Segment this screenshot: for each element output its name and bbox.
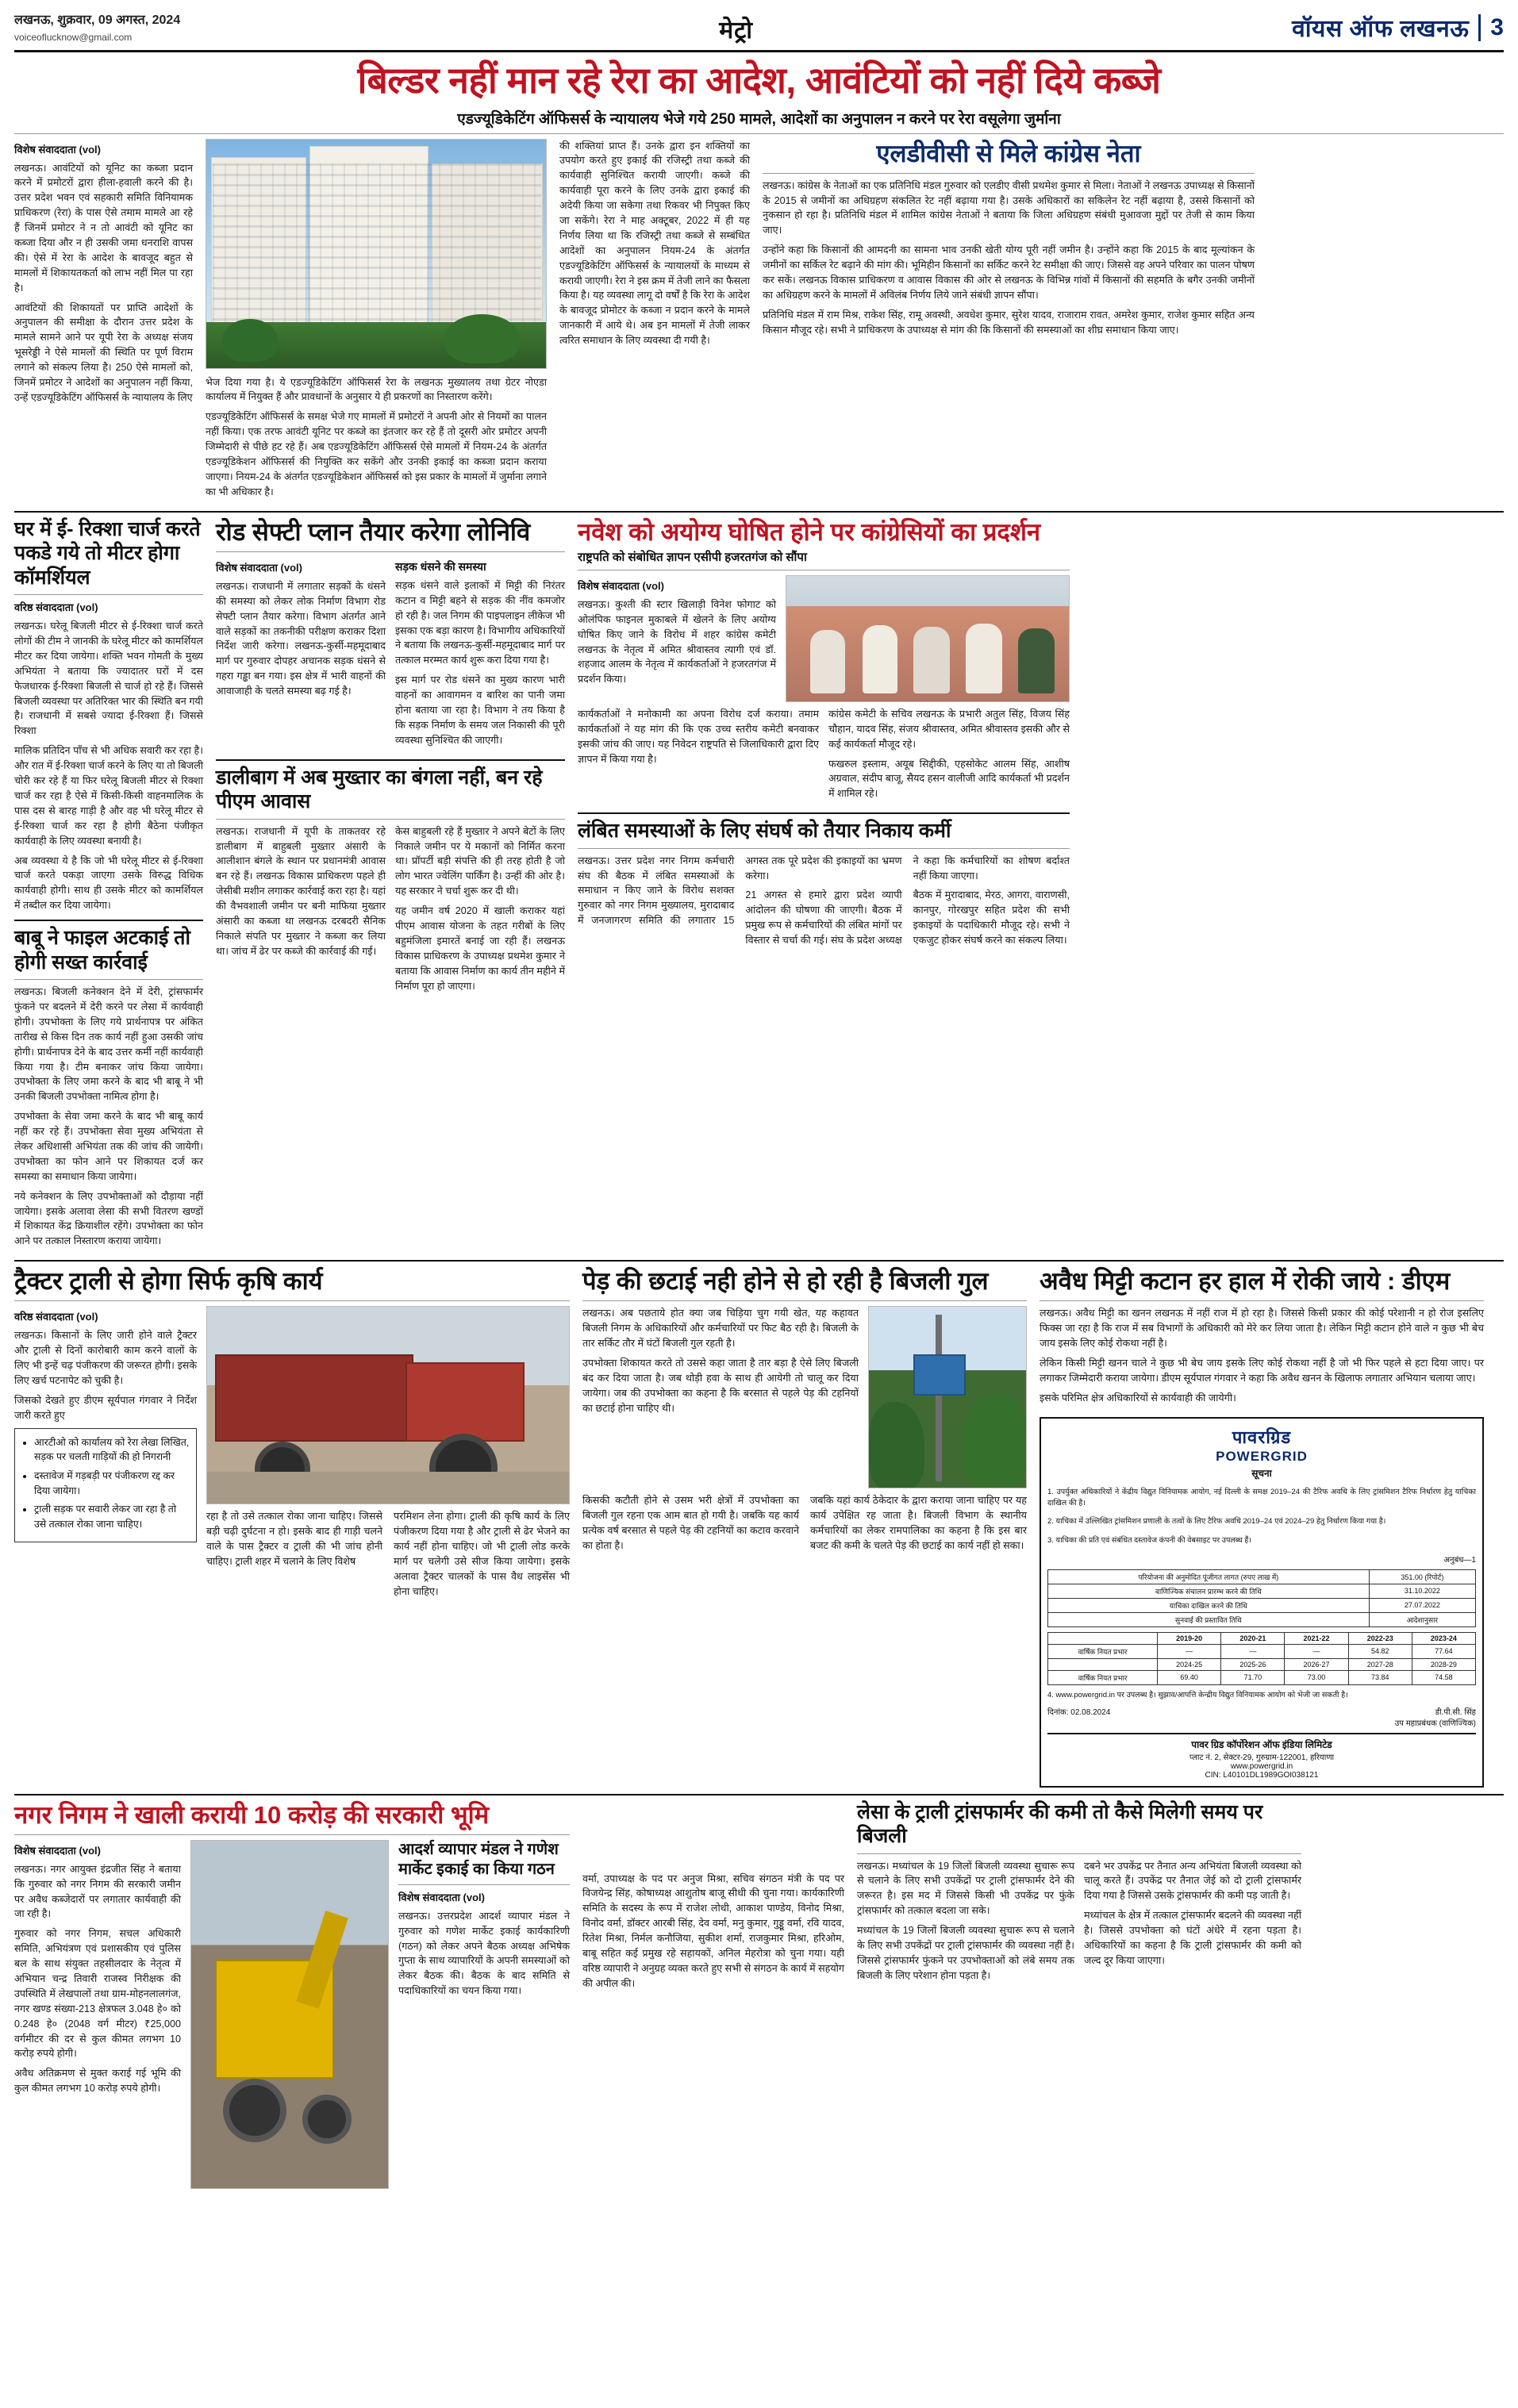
ad-cin: CIN: L40101DL1989GOI038121 bbox=[1205, 1770, 1319, 1780]
road-safety-byline: विशेष संवाददाता (vol) bbox=[216, 561, 302, 574]
cell: 31.10.2022 bbox=[1369, 1584, 1475, 1598]
lead-subhead: एडज्यूडिकेटिंग ऑफिसर्स के न्यायालय भेजे गये 250 मामले, आदेशों का अनुपालन न करने पर रेरा वसूलेगा जुर्माना bbox=[457, 110, 1061, 128]
nagar-nigam-story bbox=[14, 1800, 570, 2189]
road-safety-p3: इस मार्ग पर रोड धंसने का मुख्य कारण भारी वाहनों का आवागमन व बारिश का पानी जमा होना बताया जा रहा है। विभाग ने तय किया है कि सड़क निर्माण के समय जल निकासी की पूरी व्यवस्था सुनिश्चित की जाएगी। bbox=[395, 674, 565, 746]
col-header: 2019-20 bbox=[1158, 1632, 1221, 1644]
tractor-p1: लखनऊ। किसानों के लिए जारी होने वाले ट्रैक्टर और ट्राली से दिनों कारोबारी काम करने वालों के लिए भी इन्हें चढ़ पंजीकरण की जरूरत होगी। इसके लिए खर्च पटनापेट को चुकी है। bbox=[14, 1330, 197, 1387]
ad-website-note: 4. www.powergrid.in पर उपलब्ध है। सुझाव/आपत्ति केन्द्रीय विद्युत विनियामक आयोग को भेजी जा सकती है। bbox=[1047, 1690, 1348, 1699]
nn-p3: अवैध अतिक्रमण से मुक्त कराई गई भूमि की कुल कीमत लगभग 10 करोड़ रुपये होगी। bbox=[14, 2068, 181, 2095]
babu-p1: लखनऊ। बिजली कनेक्शन देने में देरी, ट्रांसफार्मर फुंकने पर बदलने में देरी करने पर लेसा में कार्यवाही होगी। उपभोक्ता के लिए गये प्रार्थनापत्र पर अंकित तारीख से किस दिन तक कार्य नहीं हुआ उसकी जांच होगी। प्रार्थनापत्र देने के बाद उत्तर कर्मी नहीं कार्यवाही किया गया है। टीम बनाकर जांच किया जायेगा। उपभोक्ता के लिए जमा करने के बाद भी बाबू ने भी उनकी बिजली उपभोक्ता नामित्व होगा है। bbox=[14, 986, 203, 1103]
ad-tariff-table bbox=[1047, 1632, 1476, 1685]
protest-photo bbox=[786, 575, 1070, 702]
protest-p3: कांग्रेस कमेटी के सचिव लखनऊ के प्रभारी अतुल सिंह, विजय सिंह चौहान, यादव सिंह, संजय श्रीवास्तव, अमित श्रीवास्तव इसकी और से कई कार्यकर्ता मौजूद रहे। bbox=[828, 708, 1070, 750]
protest-story bbox=[578, 517, 1070, 1254]
section-title: मेट्रो bbox=[719, 17, 754, 44]
tractor-p2: जिसको देखते हुए डीएम सूर्यपाल गंगवार ने निर्देश जारी करते हुए bbox=[14, 1394, 197, 1421]
lead-p1: लखनऊ। आवंटियों को यूनिट का कब्जा प्रदान करने में प्रमोटरों द्वारा हीला-हवाली करने की है। उत्तर प्रदेश भवन एवं सहकारी समिति विनियामक प्राधिकरण (रेरा) के पास ऐसे तमाम मामले आ रहे हैं जिनमें प्रमोटर ने न तो आवंटी को यूनिट का कब्जा दिया और न ही उसकी जमा धनराशि वापस की। ऐसे में रेरा के आदेश के बावजूद बहुत से मामलों में शिकायतकर्ता को लाभ नहीं मिल पा रहा है। bbox=[14, 162, 193, 294]
cell: परियोजना की अनुमोदित पूंजीगत लागत (रुपए लाख में) bbox=[1048, 1569, 1370, 1584]
cell: 27.07.2022 bbox=[1369, 1598, 1475, 1612]
rickshaw-p2: मालिक प्रतिदिन पाँच से भी अधिक सवारी कर रहा है। और रात में ई-रिक्शा चार्ज करने के लिए या तो बिजली चोरी कर रहे हैं या फिर घरेलू बिजली मीटर से रिक्शा चार्ज कर रहा है ऐसे में किसी-किसी वाहनमालिक के पास दस से बारह गाड़ी है और वह भी घरेलू मीटर से ई-रिक्शा चार्ज कर रहा है होगी बैठेना पंजीकृत कार्यवाही के लिए व्यवस्था बनायी है। bbox=[14, 745, 203, 847]
babu-headline: बाबू ने फाइल अटकाई तो होगी सख्त कार्रवाई bbox=[14, 927, 191, 974]
tree-story bbox=[582, 1266, 1027, 1787]
cell: 351.00 (रिपोर्ट) bbox=[1369, 1569, 1475, 1584]
lead-story bbox=[14, 60, 1504, 505]
protest-subhead: राष्ट्रपति को संबोधित ज्ञापन एसीपी हजरतगंज को सौंपा bbox=[578, 550, 807, 564]
dalibagh-p3: यह जमीन वर्ष 2020 में खाली कराकर यहां पीएम आवास योजना के तहत गरीबों के लिए बहुमंजिला इमारतें बनाई जा रही हैं। लखनऊ विकास प्राधिकरण के उपाध्यक्ष प्रथमेश कुमार ने बताया कि आवास निर्माण का कार्य तीन महीने में निर्माण पूरा हो जाएगा। bbox=[395, 905, 565, 992]
powergrid-logo-en: POWERGRID bbox=[1216, 1448, 1308, 1464]
soil-p2: लेकिन किसी मिट्टी खनन चाले ने कुछ भी बेच जाय इसके लिए कोई रोकथा नहीं है जो भी फिर पहले से हटा दिया जाए। पर लगाकर जिम्मेदारी कराया जायेगा। डीएम सूर्यपाल गंगवार ने कहा कि अवैध खनन के खिलाफ लगातार अभियान चलाया जाए। bbox=[1040, 1358, 1484, 1384]
babu-p2: उपभोक्ता के सेवा जमा करने के बाद भी बाबू कार्य नहीं कर रहे हैं। उपभोक्ता सेवा मुख्य अभियंता से लेकर अधिशासी अभियंता तक की जांच की जायेगी। उपभोक्ता का फोन आने पर शिकायत दर्ज कर समस्या का समाधान किया जायेगा। bbox=[14, 1111, 203, 1182]
col-header: 2022-23 bbox=[1348, 1632, 1412, 1644]
cell: वार्षिक नियत प्रभार bbox=[1048, 1644, 1158, 1658]
rickshaw-headline: घर में ई- रिक्शा चार्ज करते पकडे गये तो मीटर होगा कॉमर्शियल bbox=[14, 517, 201, 589]
protest-p2: कार्यकर्ताओं ने मनोकामी का अपना विरोध दर्ज कराया। तमाम कार्यकर्ताओं ने यह मांग की कि एक उच्च स्तरीय कमेटी बनवाकर इसकी जांच की जाए। यह निवेदन राष्ट्रपति से जिलाधिकारी द्वारा दिए ज्ञापन में किया गया है। bbox=[578, 708, 819, 765]
ganesh-p1: लखनऊ। उत्तरप्रदेश आदर्श व्यापार मंडल ने गुरुवार को गणेश मार्केट इकाई कार्यकारिणी (गठन) को लेकर अपने बैठक अध्यक्ष अभिषेक गुप्ता के साथ व्यापारियों के अपनी समस्याओं को लेकर बैठक की। बैठक के बाद समिति से पदाधिकारियों का चयन किया गया। bbox=[398, 1910, 570, 1997]
tree-headline: पेड़ की छटाई नही होने से हो रही है बिजली गुल bbox=[582, 1267, 989, 1296]
page-number: 3 bbox=[1478, 14, 1504, 41]
ad-notice-label: सूचना bbox=[1251, 1467, 1272, 1479]
cell: — bbox=[1158, 1644, 1221, 1658]
cell: 77.64 bbox=[1412, 1644, 1475, 1658]
lesa-p3: दबने भर उपकेंद्र पर तैनात अन्य अभियंता बिजली व्यवस्था को चालू करते हैं। उपकेंद्र पर तैनात जेई को दो ट्राली ट्रांसफार्मर दिया गया है जिससे उसके ट्रांसफार्मर की कमी पड़ जाती है। bbox=[1084, 1860, 1301, 1902]
rickshaw-p1: लखनऊ। घरेलू बिजली मीटर से ई-रिक्शा चार्ज करते लोगों की टीम ने जानकी के घरेलू मीटर को कामर्शियल मीटर कर दिया जायेगा। शक्ति भवन गोमती के मुख्य अभियंता ने बताया कि ज्यादातर घरों में दस फेजधारक ई-रिक्शा बिजली से चार्ज हो रहे हैं। जिससे बिजली व्यवस्था पर अतिरिक्त भार की स्थिति बन गयी है। राजधानी में सबसे ज्यादा ई-रिक्शा हैं। जिससे रिक्शा bbox=[14, 620, 203, 737]
congress-headline: एलडीवीसी से मिले कांग्रेस नेता bbox=[876, 139, 1141, 167]
nn-p1: लखनऊ। नगर आयुक्त इंद्रजीत सिंह ने बताया कि गुरुवार को नगर निगम की सरकारी जमीन पर अवैध कब्जेदारों पर लगातार कार्यवाही की जा रही है। bbox=[14, 1863, 181, 1920]
ganesh-byline: विशेष संवाददाता (vol) bbox=[398, 1891, 485, 1903]
cell: 73.84 bbox=[1348, 1670, 1412, 1684]
pending-p2: 21 अगस्त से हमारे द्वारा प्रदेश व्यापी आंदोलन की घोषणा की जाएगी। बैठक में प्रमुख रूप से कर्मचारियों की लंबित मांगों पर विस्तार से चर्चा की गई। संघ के प्रदेश अध्यक्ष ने कहा कि कर्मचारियों का शोषण बर्दाश्त नहीं किया जाएगा। bbox=[745, 855, 1070, 947]
cell: 2026-27 bbox=[1285, 1658, 1348, 1670]
road-safety-subhead: सड़क धंसने की समस्या bbox=[395, 559, 486, 573]
tree-p3: किसकी कटौती होने से उसम भरी क्षेत्रों में उपभोक्ता का बिजली गुल रहना एक आम बात हो गयी है। जबकि यह कार्य प्रत्येक वर्ष बरसात से पहले पेड़ की टहनियों का कटाव करवाने का होता है। bbox=[582, 1495, 799, 1552]
lead-p4: एडज्यूडिकेटिंग ऑफिसर्स के समक्ष भेजे गए मामलों में प्रमोटरों ने अपनी ओर से नियमों का पालन नहीं किया। एक तरफ आवंटी यूनिट पर कब्जे का इंतजार कर रहे हैं तो दूसरी ओर प्रमोटर अपनी जिम्मेदारी से पीछे हट रहे हैं। अब एडज्यूडिकेटिंग ऑफिसर्स ऐसे मामलों में नियम-24 के अंतर्गत एडज्यूडिकेशन ऑफिसर्स की नियुक्ति कर सकेंगे और उनकी इकाई का कब्जा प्रदान कराया जाएगा। नियम-24 के अंतर्गत एडज्यूडिकेशन ऑफिसर्स को इस प्रकार के मामलों में जुर्माना लगाने का भी अधिकार है। bbox=[206, 411, 547, 497]
tree-photo bbox=[868, 1306, 1027, 1488]
tree-p2: उपभोक्ता शिकायत करते तो उससे कहा जाता है तार बड़ा है ऐसे लिए बिजली बंद कर दिया जाता है। जब थोड़ी हवा के साथ ही आयेगी तो चालू कर दिया जायेगा। जब की उपभोक्ता का कहना है कि बरसात से पहले पेड़ की टहनियों का छटाई होना चाहिए थी। bbox=[582, 1358, 859, 1414]
lead-photo-wrap bbox=[206, 139, 547, 505]
protest-p1: लखनऊ। कुश्ती की स्टार खिलाड़ी विनेश फोगाट को ओलंपिक फाइनल मुकाबले में खेलने के लिए अयोग्य घोषित किए जाने के विरोध में शहर कांग्रेस कमेटी लखनऊ के नेतृत्व में अमित श्रीवास्तव त्यागी एवं डॉ. शहजाद आलम के नेतृत्व में कार्यकर्ताओं ने हजरतगंज में प्रदर्शन किया। bbox=[578, 598, 776, 686]
ad-signatory-name: डी.पी.सी. सिंह bbox=[1435, 1707, 1476, 1717]
nagar-nigam-byline: विशेष संवाददाता (vol) bbox=[14, 1844, 101, 1857]
table-row bbox=[1048, 1598, 1476, 1612]
cell: 74.58 bbox=[1412, 1670, 1475, 1684]
tractor-byline: वरिष्ठ संवाददाता (vol) bbox=[14, 1311, 98, 1323]
ad-annexure-caption: अनुबंध—1 bbox=[1443, 1555, 1476, 1565]
lead-headline: बिल्डर नहीं मान रहे रेरा का आदेश, आवंटियों को नहीं दिये कब्जे bbox=[357, 60, 1161, 101]
ganesh-p2: वर्मा, उपाध्यक्ष के पद पर अनुज मिश्रा, सचिव संगठन मंत्री के पद पर विजयेन्द्र सिंह, कोषाध्यक्ष आशुतोष बाजू सीधी की चुना गया। कार्यकारिणी समिति के सदस्य के रूप में राजेश लोधी, आकाश पाण्डेय, विनोद मिश्रा, विनोद वर्मा, डॉक्टर आरबी सिंह, देव वर्मा, मनु कुमार, गुड्डू वर्मा, रवि यादव, रितेश मिश्रा, निर्मल कनौजिया, सुकीश शर्मा, राजकुमार मिश्रा, हरिओम, बाबू सहित कई प्रमुख रहे सहायकों, अनिल मेहरोत्रा को चुना गया। यही वरिष्ठ व्यापारी ने अनुग्रह व्यक्त करते हुए सभी से संगठन के कार्य में सहयोग की अपील की। bbox=[582, 1872, 844, 1989]
dalibagh-headline: डालीबाग में अब मुख्तार का बंगला नहीं, बन रहे पीएम आवास bbox=[216, 766, 543, 813]
lead-photo bbox=[206, 139, 547, 369]
cell: वार्षिक नियत प्रभार bbox=[1048, 1670, 1158, 1684]
congress-p3: प्रतिनिधि मंडल में राम मिश्र, राकेश सिंह, रामू अवस्थी, अवधेश कुमार, सुरेश यादव, राजाराम रावत, अमरेश कुमार, राजेश कुमार सहित अन्य किसान मौजूद रहे। सभी ने प्राधिकरण के उपाध्यक्ष से मांग की कि किसानों की समस्याओं का शीघ्र समाधान किया जाए। bbox=[763, 309, 1255, 336]
cell: 71.70 bbox=[1221, 1670, 1285, 1684]
cell: 73.00 bbox=[1285, 1670, 1348, 1684]
cell: — bbox=[1221, 1644, 1285, 1658]
table-row bbox=[1048, 1584, 1476, 1598]
band-2 bbox=[14, 517, 1504, 1254]
ad-company-address: प्लाट नं. 2, सेक्टर-29, गुरुग्राम-122001, हरियाणा bbox=[1189, 1753, 1335, 1762]
tractor-note-1: • आरटीओ को कार्यालय को रेरा लेखा लिखित, सड़क पर चलती गाड़ियों की हो निगरानी bbox=[34, 1435, 190, 1465]
nagar-nigam-photo bbox=[190, 1840, 389, 2189]
dalibagh-p1: लखनऊ। राजधानी में यूपी के ताकतवर रहे डालीबाग में बाहुबली मुख्तार अंसारी के आलीशान बंगले के स्थान पर प्रधानमंत्री आवास बन रहे हैं। लखनऊ विकास प्राधिकरण पहले ही जेसीबी मशीन लगाकर कार्रवाई करा रहा है। यहां की वैभवशाली जमीन पर बनी माफिया मुख्तार अंसारी का कब्जा था लखनऊ दरबदरी सैनिक निकाले संपति पर मुख्तार ने कब्जा कर लिया था। जांच में ढेर पर कब्जे की कार्रवाई की गई। bbox=[216, 825, 386, 957]
table-row bbox=[1048, 1569, 1476, 1584]
table-row bbox=[1048, 1612, 1476, 1626]
table-row bbox=[1048, 1658, 1476, 1670]
powergrid-advertisement bbox=[1040, 1417, 1484, 1788]
nn-p2: गुरुवार को नगर निगम, सचल अधिकारी समिति, अभियंत्रण एवं प्रशासकीय एवं पुलिस बल के साथ संयुक्त तहसीलदार के नेतृत्व में अभियान चन्द्र तिवारी राजस्व निरीक्षक की उपस्थिति में लेखपालों तथा ग्राम-मोहनलालगंज, नगर खण्ड संख्या-213 क्षेत्रफल 3.048 हे० को 0.248 हे० (2048 वर्ग मीटर) ₹25,000 वर्गमीटर की दर से कुल कीमत लगभग 10 करोड़ रुपये होगी। bbox=[14, 1928, 181, 2060]
cell bbox=[1048, 1658, 1158, 1670]
cell: आदेशानुसार bbox=[1369, 1612, 1475, 1626]
ganesh-headline: आदर्श व्यापार मंडल ने गणेश मार्केट इकाई का किया गठन bbox=[398, 1840, 559, 1878]
ganesh-continuation bbox=[582, 1800, 844, 2189]
soil-p3: इसके परिमित क्षेत्र अधिकारियों से कार्यवाही की जायेगी। bbox=[1040, 1392, 1236, 1404]
lead-columns bbox=[14, 139, 1504, 505]
ad-signatory-title: उप महाप्रबंधक (वाणिज्यिक) bbox=[1394, 1719, 1476, 1728]
lesa-p1: लखनऊ। मध्यांचल के 19 जिलों बिजली व्यवस्था सुचारू रूप से चलाने के लिए सभी उपकेंद्रों पर ट्राली ट्रांसफार्मर देने की जरूरत है। इस मद में जिससे किसी भी उपकेंद्र पर फुंके ट्रांसफार्मर को तत्काल बदला जा सके। bbox=[857, 1860, 1074, 1917]
ad-p1: 1. उपर्युक्त अधिकारियों ने केंद्रीय विद्युत विनियामक आयोग, नई दिल्ली के समक्ष 2019–24 की टैरिफ अवधि के लिए ट्रांसमिशन टैरिफ निर्धारण हेतु याचिका दाखिल की है। bbox=[1047, 1488, 1476, 1507]
nagar-nigam-headline: नगर निगम ने खाली करायी 10 करोड़ की सरकारी भूमि bbox=[14, 1800, 490, 1829]
ad-project-table bbox=[1047, 1569, 1476, 1627]
table-row bbox=[1048, 1670, 1476, 1684]
tractor-headline: ट्रैक्टर ट्राली से होगा सिर्फ कृषि कार्य bbox=[14, 1267, 323, 1296]
lesa-headline: लेसा के ट्राली ट्रांसफार्मर की कमी तो कैसे मिलेगी समय पर बिजली bbox=[857, 1800, 1263, 1848]
lesa-p2: मध्यांचल के 19 जिलों बिजली व्यवस्था सुचारू रूप से चलाने के लिए सभी उपकेंद्रों पर ट्राली ट्रांसफार्मर की व्यवस्था नहीं है। जिससे ट्रांसफार्मर फुंकने पर उपभोक्ताओं को लंबे समय तक बिजली के लिए परेशान होना पड़ता है। bbox=[857, 1925, 1074, 1981]
pending-headline: लंबित समस्याओं के लिए संघर्ष को तैयार निकाय कर्मी bbox=[578, 820, 951, 843]
babu-p3: नये कनेक्शन के लिए उपभोक्ताओं को दौड़ाया नहीं जायेगा। इसके अलावा लेसा की सभी वितरण खण्डों में शिकायत केंद्र क्रियाशील रहेंगे। उपभोक्ता का फोन आने पर तत्काल निस्तारण कराया जायेगा। bbox=[14, 1190, 203, 1247]
road-safety-headline: रोड सेफ्टी प्लान तैयार करेगा लोनिवि bbox=[216, 517, 531, 546]
divider bbox=[14, 133, 1504, 134]
table-row bbox=[1048, 1644, 1476, 1658]
road-safety-p2: सड़क धंसने वाले इलाकों में मिट्टी की निरंतर कटान व मिट्टी बहने से सड़क की नींव कमजोर हो रही है। जल निगम की पाइपलाइन लीकेज भी इसका एक बड़ा कारण है। विभागीय अधिकारियों ने बताया कि लखनऊ-कुर्सी-महमूदाबाद मार्ग पर तत्काल मरम्मत कार्य शुरू करा दिया गया है। bbox=[395, 579, 565, 666]
lead-byline: विशेष संवाददाता (vol) bbox=[14, 143, 101, 156]
protest-headline: नवेश को अयोग्य घोषित होने पर कांग्रेसियों का प्रदर्शन bbox=[578, 517, 1041, 546]
ad-date: दिनांक: 02.08.2024 bbox=[1047, 1707, 1111, 1717]
ad-company-name: पावर ग्रिड कॉर्पोरेशन ऑफ इंडिया लिमिटेड bbox=[1191, 1738, 1332, 1750]
band-3 bbox=[14, 1266, 1504, 1787]
pending-p1: लखनऊ। उत्तर प्रदेश नगर निगम कर्मचारी संघ की बैठक में लंबित समस्याओं के समाधान न किए जाने के विरोध सशक्त गुरुवार को नगर निगम मुख्यालय, मुरादाबाद में जनजागरण समिति की लगातार 15 अगस्त तक पूरे प्रदेश की इकाइयों का भ्रमण करेगा। bbox=[578, 855, 902, 927]
cell: वाणिज्यिक संचालन प्रारम्भ करने की तिथि bbox=[1048, 1584, 1370, 1598]
masthead-left bbox=[14, 11, 180, 44]
tractor-note-box bbox=[14, 1428, 197, 1543]
publication-date: लखनऊ, शुक्रवार, 09 अगस्त, 2024 bbox=[14, 13, 181, 27]
masthead-right bbox=[1292, 11, 1504, 44]
publication-brand: वॉयस ऑफ लखनऊ bbox=[1292, 16, 1470, 42]
tractor-story bbox=[14, 1266, 570, 1787]
cell: याचिका दाखिल करने की तिथि bbox=[1048, 1598, 1370, 1612]
soil-headline: अवैध मिट्टी कटान हर हाल में रोकी जाये : डीएम bbox=[1040, 1267, 1451, 1296]
ad-p2: 2. याचिका में उल्लिखित ट्रांसमिशन प्रणाली के तत्वों के लिए टैरिफ अवधि 2019–24 एवं 2024–29 हेतु निर्धारण किया गया है। bbox=[1047, 1517, 1386, 1527]
lead-col-3 bbox=[559, 139, 750, 505]
powergrid-logo: पावरग्रिड bbox=[1232, 1427, 1292, 1447]
dalibagh-p2: केस बाहुबली रहे हैं मुख्तार ने अपने बेटों के लिए निकाले जमीन पर ये मकानों को निर्मित करना था। प्रॉपर्टी बड़ी संपत्ति की ही तरह होती है जो लोग भारत ज्वेलिंग पार्किंग है। उन्हीं की ओर है। यह सरकार ने चर्चा शुरू कर दी थी। bbox=[395, 825, 565, 897]
protest-p4: फखरुल इस्लाम, अयूब सिद्दीकी, एहसोकेट आलम सिंह, आशीष अग्रवाल, संदीप बाजू, सैयद हसन वालीजी आदि कार्यकर्ता भी प्रदर्शन में शामिल रहे। bbox=[828, 758, 1070, 800]
table-header-row bbox=[1048, 1632, 1476, 1644]
col-header: 2020-21 bbox=[1221, 1632, 1285, 1644]
road-safety-p1: लखनऊ। राजधानी में लगातार सड़कों के धंसने की समस्या को लेकर लोक निर्माण विभाग रोड सेफ्टी प्लान तैयार करेगा। विभाग अंतर्गत आने वाले सड़कों का तकनीकी परीक्षण कराकर दिशा निर्देश जारी करेगा। लखनऊ-कुर्सी-महमूदाबाद मार्ग पर गुरुवार दोपहर अचानक सड़क धंसने से गहरा गड्ढा बन गया। इस क्षेत्र में भारी वाहनों की आवाजाही के चलते समस्या बढ़ गई है। bbox=[216, 580, 386, 697]
lead-p3: भेज दिया गया है। ये एडज्यूडिकेटिंग ऑफिसर्स रेरा के लखनऊ मुख्यालय तथा ग्रेटर नोएडा कार्यालय में नियुक्त हैं और प्रावधानों के अनुसार ये ही प्रकरणों का निस्तारण करेंगे। bbox=[206, 376, 547, 403]
tree-p1: लखनऊ। अब पछताये होत क्या जब चिड़िया चुग गयी खेत, यह कहावत बिजली निगम के अधिकारियों और कर्मचारियों पर फिट बैठ रही है। बिजली के तार सर्किट तौर में घंटों बिजली गुल रहती है। bbox=[582, 1308, 859, 1350]
lesa-story bbox=[857, 1800, 1301, 2189]
rickshaw-byline: वरिष्ठ संवाददाता (vol) bbox=[14, 601, 98, 614]
ad-website[interactable]: www.powergrid.in bbox=[1230, 1761, 1293, 1771]
soil-story bbox=[1040, 1266, 1484, 1787]
congress-story bbox=[763, 139, 1255, 505]
cell: सुनवाई की प्रस्तावित तिथि bbox=[1048, 1612, 1370, 1626]
tractor-note-3: • ट्राली सड़क पर सवारी लेकर जा रहा है तो उसे तत्काल रोका जाना चाहिए। bbox=[34, 1502, 190, 1531]
cell: 69.40 bbox=[1158, 1670, 1221, 1684]
protest-byline: विशेष संवाददाता (vol) bbox=[578, 579, 664, 592]
tractor-note-2: • दस्तावेज में गड़बड़ी पर पंजीकरण रद्द कर दिया जायेगा। bbox=[34, 1469, 190, 1498]
contact-email: voiceoflucknow@gmail.com bbox=[14, 32, 133, 43]
tractor-p4: परमिशन लेना होगा। ट्राली की कृषि कार्य के लिए पंजीकरण दिया गया है और ट्राली से ढेर भेजने का कार्य नहीं होना चाहिए। जो भी ट्राली लोड करके मार्ग पर चलेगी उसे सीज किया जायेगा। इसके अलावा ट्रैक्टर चालकों के पास वैध लाइसेंस भी होना चाहिए। bbox=[394, 1511, 570, 1597]
congress-p2: उन्होंने कहा कि किसानों की आमदनी का सामना भाव उनकी खेती योग्य पूरी नहीं जमीन है। उन्होंने कहा कि 2015 के बाद मूल्यांकन के जमीनों का सर्किल रेट बढ़ाने की मांग की। भूमिहीन किसानों का सर्किट करने रेट समीक्षा की जाए। जिससे वह अपने परिवार का पालन पोषण कर सकें। लखनऊ विकास प्राधिकरण व आवास विकास की ओर से लखनऊ के विभिन्न गांवों में किसानों की सहमति के बगैर उनकी जमीनों का अधिग्रहण करने के मामलों में अविलंब निर्णय लिये जाने संबंधी ज्ञापन सौंपा। bbox=[763, 244, 1255, 301]
congress-p1: लखनऊ। कांग्रेस के नेताओं का एक प्रतिनिधि मंडल गुरुवार को एलडीए वीसी प्रथमेश कुमार से मिला। नेताओं ने लखनऊ उपाध्यक्ष से किसानों के 2015 से जमीनों का अधिग्रहण संकलित रेट नहीं बढ़ाया गया है। उसके अधिकारों का सकिलेन रेट नहीं बढ़ाया है, उससे किसानों को नुकसान हो रहा है। प्रतिनिधि मंडल में शामिल कांग्रेस नेताओं ने बताया कि जिला अधिग्रहण संबंधी मुआवजा मुद्दों पर तेजी से काम किया जाए। bbox=[763, 179, 1255, 236]
masthead bbox=[14, 11, 1504, 52]
road-safety-story bbox=[216, 517, 565, 1254]
col-header: 2021-22 bbox=[1285, 1632, 1348, 1644]
lead-p5: की शक्तियां प्राप्त हैं। उनके द्वारा इन शक्तियों का उपयोग करते हुए इकाई की रजिस्ट्री तथा कब्जे की कार्यवाही सुनिश्चित करायी जाएगी। कब्जे की कार्यवाही पूरा करने के लिए उनके द्वारा इकाई की अदेयी किया जा सकेगा तथा रिकवर भी निपुक्त किए जा सकेंगे। रेरा ने माह अक्टूबर, 2022 में ही यह निर्णय लिया था कि रजिस्ट्री तथा कब्जे से सम्बंधित आदेशों का अनुपालन नियम-24 के अंतर्गत एडज्यूडिकेटिंग ऑफिसर्स के न्यायालयों के माध्यम से करायी जाएगी। रेरा ने इस क्रम में तेजी लाने का फैसला किया है। यह व्यवस्था लागू दो वर्षों है कि रेरा के आदेश के बावजूद प्रोमोटर के कब्जा न प्रदान करने के मामले जानकारी में आये थे। अब इन मामलों में तेजी लाकर त्वरित समाधान के लिए व्यवस्था दी गयी है। bbox=[559, 140, 750, 347]
cell: — bbox=[1285, 1644, 1348, 1658]
rickshaw-p3: अब व्यवस्था ये है कि जो भी घरेलू मीटर से ई-रिक्शा चार्ज करते पकड़ा जाएगा उसके विरुद्ध विधिक कार्यवाही होगी। साथ ही उसके मीटर को कामर्शियल में तब्दील कर दिया जायेगा। bbox=[14, 855, 203, 912]
tractor-photo bbox=[206, 1306, 570, 1504]
cell: 54.82 bbox=[1348, 1644, 1412, 1658]
lesa-p4: मध्यांचल के क्षेत्र में तत्काल ट्रांसफार्मर बदलने की व्यवस्था नहीं है। जिससे उपभोक्ता को घंटों अंधेरे में रहना पड़ता है। अधिकारियों का कहना है कि ट्राली ट्रांसफार्मर की कमी को जल्द दूर किया जाएगा। bbox=[1084, 1910, 1301, 1966]
tree-p4: जबकि यहां कार्य ठेकेदार के द्वारा कराया जाना चाहिए पर यह कार्य उपेक्षित रह जाता है। बिजली विभाग के स्थानीय कर्मचारियों का लेकर रामपालिका का कहना है कि इस बार बजट की कमी के चलते पेड़ की छटाई का कार्य नहीं हो सका। bbox=[810, 1495, 1027, 1552]
band-4 bbox=[14, 1800, 1504, 2189]
lead-col-1 bbox=[14, 139, 193, 505]
cell: 2027-28 bbox=[1348, 1658, 1412, 1670]
soil-p1: लखनऊ। अवैध मिट्टी का खनन लखनऊ में नहीं राज में हो रहा है। जिससे किसी प्रकार की कोई परेशानी न हो रोज इसलिए फिक्स जा रहा है कि राज में सब विभागों के अधिकारी को मेरे कर लिया जाता है। लेकिन मिट्टी कटान होने वाले न कुछ भी बेच जाय इसके लिए कोई रोकथा नहीं है। bbox=[1040, 1308, 1484, 1350]
cell: 2025-26 bbox=[1221, 1658, 1285, 1670]
ad-p3: 3. याचिका की प्रति एवं संबंधित दस्तावेज कंपनी की वेबसाइट पर उपलब्ध हैं। bbox=[1047, 1535, 1251, 1545]
rickshaw-story bbox=[14, 517, 203, 1254]
tractor-p3: रहा है तो उसे तत्काल रोका जाना चाहिए। जिससे बड़ी चढ़ी दुर्घटना न हो। इसके बाद ही गाड़ी चलने वाले के पास ट्रैक्टर व ट्राली की भी जांच होनी चाहिए। ट्राली शहर में चलाने के लिए विशेष bbox=[206, 1511, 382, 1568]
col-header bbox=[1048, 1632, 1158, 1644]
lead-p2: आवंटियों की शिकायतों पर प्राप्ति आदेशों के अनुपालन की समीक्षा के दौरान उत्तर प्रदेश के मामले सामने आने पर यूपी रेरा के अध्यक्ष संजय भूसरेड्डी ने ऐसे मामलों की स्थिति पर पूर्ण विराम लगाने को संकल्प लिया है। 250 ऐसे मामलों को, जिनमें प्रमोटर ने आदेशों का अनुपालन नहीं किया, उन्हें एडज्यूडिकेटिंग ऑफिसर्स के न्यायालय के लिए bbox=[14, 301, 193, 403]
cell: 2028-29 bbox=[1412, 1658, 1475, 1670]
pending-p3: बैठक में मुरादाबाद, मेरठ, आगरा, वाराणसी, कानपुर, गोरखपुर सहित प्रदेश की सभी इकाइयों के पदाधिकारी मौजूद रहे। सभी ने एकजुट होकर संघर्ष करने का संकल्प लिया। bbox=[913, 889, 1070, 947]
col-header: 2023-24 bbox=[1412, 1632, 1475, 1644]
cell: 2024-25 bbox=[1158, 1658, 1221, 1670]
